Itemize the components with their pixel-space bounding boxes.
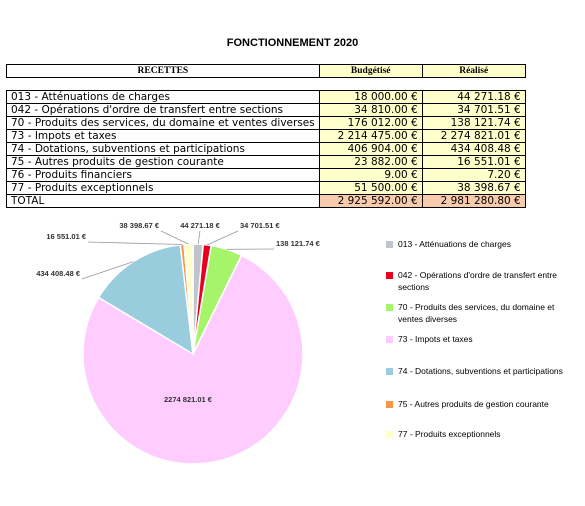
legend-label: 042 - Opérations d'ordre de transfert entre sections <box>398 269 578 293</box>
row-label: 73 - Impots et taxes <box>7 130 320 143</box>
row-label: 70 - Produits des services, du domaine et ventes diverses <box>7 117 320 130</box>
row-realise: 38 398.67 € <box>422 182 525 195</box>
table-total-row <box>7 195 526 208</box>
legend-swatch <box>386 241 393 248</box>
table-row <box>7 130 526 143</box>
row-budget: 51 500.00 € <box>319 182 422 195</box>
row-realise: 44 271.18 € <box>422 91 525 104</box>
row-label: 042 - Opérations d'ordre de transfert entre sections <box>7 104 320 117</box>
header-budgetise: Budgétisé <box>319 65 422 78</box>
row-realise: 7.20 € <box>422 169 525 182</box>
row-label: 76 - Produits financiers <box>7 169 320 182</box>
legend-swatch <box>386 431 393 438</box>
pie-data-label: 138 121.74 € <box>276 239 321 248</box>
row-label: 77 - Produits exceptionnels <box>7 182 320 195</box>
label-leader-line <box>207 231 238 245</box>
legend-label: 70 - Produits des services, du domaine et ventes diverses <box>398 301 578 325</box>
label-leader-line <box>88 242 182 245</box>
label-leader-line <box>198 231 200 244</box>
row-budget: 406 904.00 € <box>319 143 422 156</box>
row-budget: 9.00 € <box>319 169 422 182</box>
row-label: 75 - Autres produits de gestion courante <box>7 156 320 169</box>
table-row <box>7 169 526 182</box>
recettes-table <box>6 64 526 208</box>
pie-data-label: 34 701.51 € <box>240 221 280 230</box>
legend-swatch <box>386 304 393 311</box>
table-row <box>7 117 526 130</box>
row-label: 74 - Dotations, subventions et participations <box>7 143 320 156</box>
pie-chart-area <box>0 214 585 502</box>
legend-label: 73 - Impots et taxes <box>398 333 578 345</box>
legend-swatch <box>386 401 393 408</box>
page-title: FONCTIONNEMENT 2020 <box>0 37 585 49</box>
pie-data-label: 434 408.48 € <box>36 269 81 278</box>
row-realise: 138 121.74 € <box>422 117 525 130</box>
legend-label: 75 - Autres produits de gestion courante <box>398 398 578 410</box>
legend-label: 013 - Atténuations de charges <box>398 238 578 250</box>
row-budget: 34 810.00 € <box>319 104 422 117</box>
pie-data-label: 38 398.67 € <box>119 221 159 230</box>
legend-label: 74 - Dotations, subventions et participations <box>398 365 578 377</box>
row-realise: 434 408.48 € <box>422 143 525 156</box>
header-realise: Réalisé <box>422 65 525 78</box>
pie-data-label: 44 271.18 € <box>180 221 220 230</box>
table-row <box>7 91 526 104</box>
row-realise: 16 551.01 € <box>422 156 525 169</box>
total-budget: 2 925 592.00 € <box>319 195 422 208</box>
row-label: 013 - Atténuations de charges <box>7 91 320 104</box>
table-spacer-row <box>7 78 526 91</box>
row-realise: 2 274 821.01 € <box>422 130 525 143</box>
legend-swatch <box>386 272 393 279</box>
row-budget: 23 882.00 € <box>319 156 422 169</box>
row-budget: 2 214 475.00 € <box>319 130 422 143</box>
label-leader-line <box>161 231 189 244</box>
legend-label: 77 - Produits exceptionnels <box>398 428 578 440</box>
row-realise: 34 701.51 € <box>422 104 525 117</box>
table-row <box>7 156 526 169</box>
pie-chart <box>0 214 585 502</box>
table-row <box>7 104 526 117</box>
total-realise: 2 981 280.80 € <box>422 195 525 208</box>
header-recettes: RECETTES <box>7 65 320 78</box>
legend-swatch <box>386 336 393 343</box>
table-header-row <box>7 65 526 78</box>
table-row <box>7 143 526 156</box>
row-budget: 18 000.00 € <box>319 91 422 104</box>
pie-data-label: 2274 821.01 € <box>164 395 213 404</box>
table-row <box>7 182 526 195</box>
pie-data-label: 16 551.01 € <box>46 232 86 241</box>
total-label: TOTAL <box>7 195 320 208</box>
legend-swatch <box>386 368 393 375</box>
row-budget: 176 012.00 € <box>319 117 422 130</box>
